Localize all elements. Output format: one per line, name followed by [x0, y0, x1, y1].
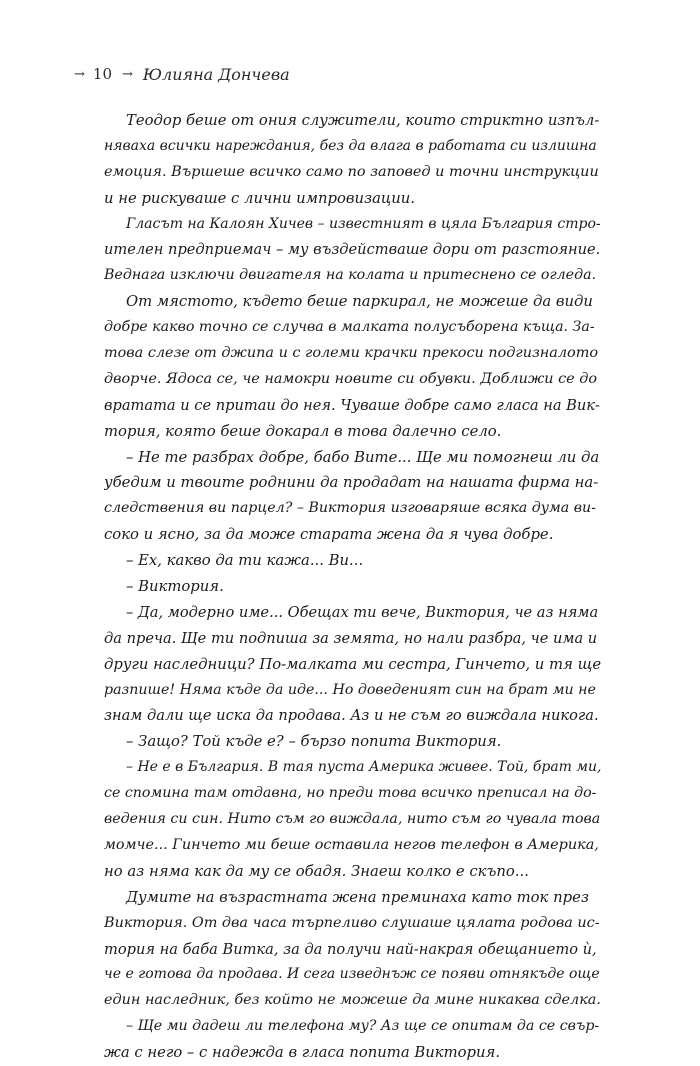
text-line: тория на баба Витка, за да получи най-накрая обещанието ѝ,: [104, 940, 597, 958]
text-line: Думите на възрастната жена преминаха като ток през: [126, 888, 589, 906]
text-line: момче... Гинчето ми беше оставила негов телефон в Америка,: [104, 836, 599, 853]
text-line: емоция. Вършеше всичко само по заповед и точни инструкции: [104, 163, 599, 180]
text-line: следствения ви парцел? – Виктория изговаряше всяка дума ви-: [104, 500, 596, 517]
text-line: ведения си син. Нито съм го виждала, нито съм го чувала това: [104, 811, 601, 828]
arrow-left-icon: →: [74, 66, 85, 82]
arrow-right-icon: →: [122, 66, 133, 82]
text-line: От мястото, където беше паркирал, не можеше да види: [126, 293, 593, 311]
text-line: – Не е в България. В тая пуста Америка живее. Той, брат ми,: [126, 759, 601, 776]
text-line: – Ще ми дадеш ли телефона му? Аз ще се опитам да се свър-: [126, 1018, 600, 1035]
text-line: дворче. Ядоса се, че намокри новите си обувки. Доближи се до: [104, 370, 597, 387]
text-line: – Виктория.: [126, 578, 224, 596]
text-line: вратата и се притаи до нея. Чуваше добре само гласа на Вик-: [104, 396, 600, 414]
text-line: но аз няма как да му се обадя. Знаеш колко е скъпо...: [104, 862, 529, 880]
text-line: един наследник, без който не можеше да мине никаква сделка.: [104, 992, 601, 1009]
text-line: жа с него – с надежда в гласа попита Виктория.: [104, 1044, 501, 1062]
text-line: разпише! Няма къде да иде... Но доведеният син на брат ми не: [104, 681, 596, 698]
text-line: че е готова да продава. И сега изведнъж се появи отнякъде още: [104, 966, 600, 983]
text-line: няваха всички нареждания, без да влага в работата си излишна: [104, 137, 597, 154]
text-line: тория, която беше докарал в това далечно село.: [104, 422, 502, 440]
text-line: това слезе от джипа и с големи крачки прекоси подгизналото: [104, 345, 599, 362]
text-line: се спомина там отдавна, но преди това всичко преписал на до-: [104, 785, 597, 802]
text-line: и не рискуваше с лични импровизации.: [104, 189, 416, 207]
text-line: ителен предприемач – му въздействаше дори от разстояние.: [104, 241, 601, 259]
text-line: Теодор беше от ония служители, които стриктно изпъл-: [126, 112, 600, 129]
text-line: други наследници? По-малката ми сестра, Гинчето, и тя ще: [104, 655, 601, 673]
text-line: Гласът на Калоян Хичев – известният в цяла България стро-: [126, 215, 601, 232]
text-line: – Да, модерно име... Обещах ти вече, Виктория, че аз няма: [126, 603, 599, 621]
running-head: [74, 62, 290, 86]
body-text: [104, 108, 601, 1066]
text-line: – Ех, какво да ти кажа... Ви...: [126, 552, 364, 570]
text-line: знам дали ще иска да продава. Аз и не съм го виждала никога.: [104, 707, 599, 725]
text-line: Виктория. От два часа търпеливо слушаше цялата родова ис-: [104, 914, 600, 931]
page-number: 10: [92, 65, 112, 83]
author-name: Юлияна Дончева: [142, 64, 290, 84]
text-line: соко и ясно, за да може старата жена да я чува добре.: [104, 526, 554, 544]
text-line: – Не те разбрах добре, бабо Вите... Ще ми помогнеш ли да: [126, 448, 600, 466]
text-line: да преча. Ще ти подпиша за земята, но нали разбра, че има и: [104, 629, 598, 647]
text-line: убедим и твоите роднини да продадат на нашата фирма на-: [104, 474, 599, 492]
text-line: – Защо? Той къде е? – бързо попита Виктория.: [126, 733, 502, 751]
text-line: добре какво точно се случва в малката полусъборена къща. За-: [104, 319, 595, 336]
text-line: Веднага изключи двигателя на колата и притеснено се огледа.: [104, 267, 597, 284]
